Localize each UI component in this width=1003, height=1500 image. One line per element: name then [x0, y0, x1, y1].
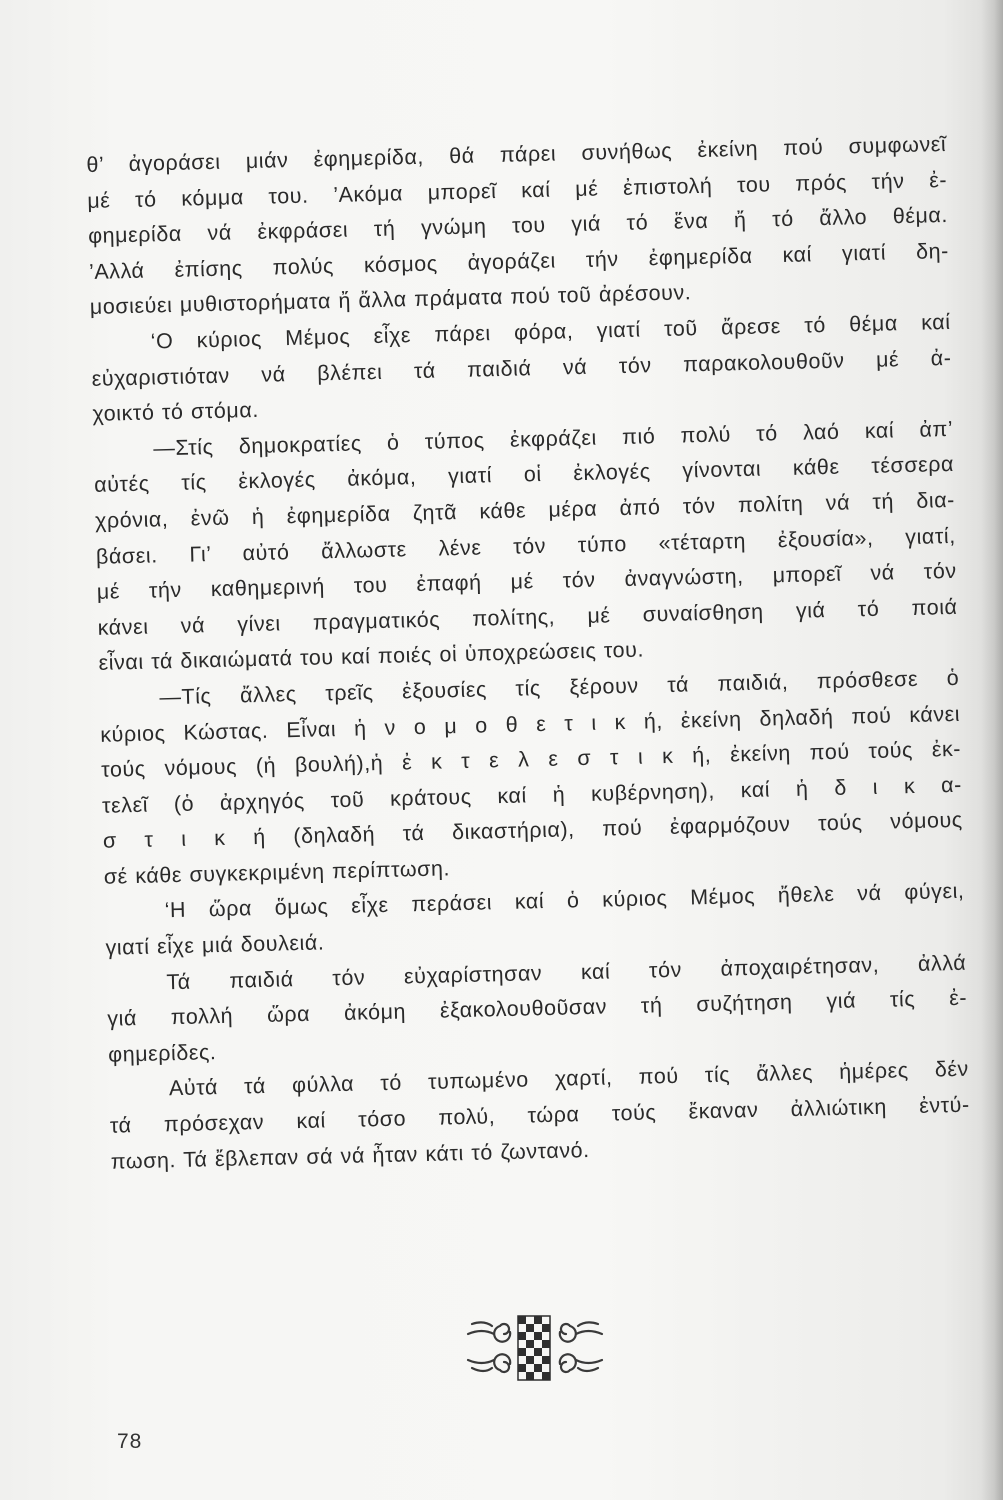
text-line: κύριος Κώστας. Εἶναι ἡ ν ο μ ο θ ε τ ι κ ή, ἐκείνη δηλαδή πού κάνει: [100, 701, 961, 747]
text-line: θ’ ἀγοράσει μιάν ἐφημερίδα, θά πάρει συνήθως ἐκείνη πού συμφωνεῖ: [86, 131, 947, 177]
text-line: φημερίδα νά ἐκφράσει τή γνώμη του γιά τό ἕνα ἤ τό ἄλλο θέμα.: [87, 203, 949, 249]
text-line: ‘Ο κύριος Μέμος εἶχε πάρει φόρα, γιατί τοῦ ἄρεσε τό θέμα καί: [150, 309, 951, 354]
text-line: ‘Η ὥρα ὅμως εἶχε περάσει καί ὁ κύριος Μέμος ἤθελε νά φύγει,: [164, 879, 965, 923]
text-line: αὐτές τίς ἐκλογές ἀκόμα, γιατί οἱ ἐκλογές γίνονται κάθε τέσσερα: [93, 452, 955, 498]
text-line: κάνει νά γίνει πραγματικός πολίτης, μέ συναίσθηση γιά τό ποιά: [97, 594, 958, 640]
text-line: —Τίς ἄλλες τρεῖς ἐξουσίες τίς ξέρουν τά παιδιά, πρόσθεσε ὁ: [159, 665, 960, 710]
body-text: [86, 127, 971, 1180]
text-line: μέ τήν καθημερινή του ἐπαφή μέ τόν ἀναγνώστη, μπορεῖ νά τόν: [96, 558, 957, 604]
text-line: τά πρόσεχαν καί τόσο πολύ, τώρα τούς ἔκαναν ἀλλιώτικη ἐντύ-: [109, 1092, 970, 1138]
text-line: γιά πολλή ὥρα ἀκόμη ἐξακολουθοῦσαν τή συζήτηση γιά τίς ἐ-: [106, 985, 968, 1031]
text-line: μοσιεύει μυθιστορήματα ἤ ἄλλα πράματα πού τοῦ ἀρέσουν.: [89, 280, 692, 320]
fleuron-ornament-icon: [466, 1310, 604, 1390]
text-line: μέ τό κόμμα του. ’Ακόμα μπορεῖ καί μέ ἐπιστολή του πρός τήν ἐ-: [86, 167, 948, 213]
text-line: χοικτό τό στόμα.: [92, 398, 260, 427]
text-line: γιατί εἶχε μιά δουλειά.: [105, 930, 325, 960]
page-edge-shadow: [981, 0, 1003, 1500]
text-line: εἶναι τά δικαιώματά του καί ποιές οἱ ὑποχρεώσεις του.: [98, 637, 645, 676]
text-line: ’Αλλά ἐπίσης πολύς κόσμος ἀγοράζει τήν ἐφημερίδα καί γιατί δη-: [88, 238, 950, 284]
text-line: βάσει. Γι’ αὐτό ἄλλωστε λένε τόν τύπο «τέταρτη ἐξουσία», γιατί,: [95, 523, 957, 569]
text-line: χρόνια, ἐνῶ ἡ ἐφημερίδα ζητᾶ κάθε μέρα ἀπό τόν πολίτη νά τή δια-: [94, 487, 956, 533]
text-line: πωση. Τά ἔβλεπαν σά νά ἦταν κάτι τό ζωντανό.: [110, 1137, 590, 1174]
text-line: Αὐτά τά φύλλα τό τυπωμένο χαρτί, πού τίς ἄλλες ἡμέρες δέν: [168, 1057, 970, 1101]
text-line: Τά παιδιά τόν εὐχαρίστησαν καί τόν ἀποχαιρέτησαν, ἀλλά: [166, 950, 967, 994]
text-line: φημερίδες.: [107, 1039, 217, 1067]
text-line: σ τ ι κ ή (δηλαδή τά δικαστήρια), πού ἐφαρμόζουν τούς νόμους: [102, 808, 963, 854]
text-line: σέ κάθε συγκεκριμένη περίπτωση.: [103, 856, 451, 889]
text-line: τούς νόμους (ἡ βουλή),ἡ ἐ κ τ ε λ ε σ τ ι κ ή, ἐκείνη πού τούς ἐκ-: [100, 736, 962, 782]
page-number: 78: [117, 1430, 143, 1453]
text-line: τελεῖ (ὁ ἀρχηγός τοῦ κράτους καί ἡ κυβέρνηση), καί ἡ δ ι κ α-: [101, 772, 963, 818]
text-line: —Στίς δημοκρατίες ὁ τύπος ἐκφράζει πιό πολύ τό λαό καί ἀπ’: [153, 416, 954, 461]
text-line: εὐχαριστιόταν νά βλέπει τά παιδιά νά τόν παρακολουθοῦν μέ ἀ-: [91, 345, 952, 391]
